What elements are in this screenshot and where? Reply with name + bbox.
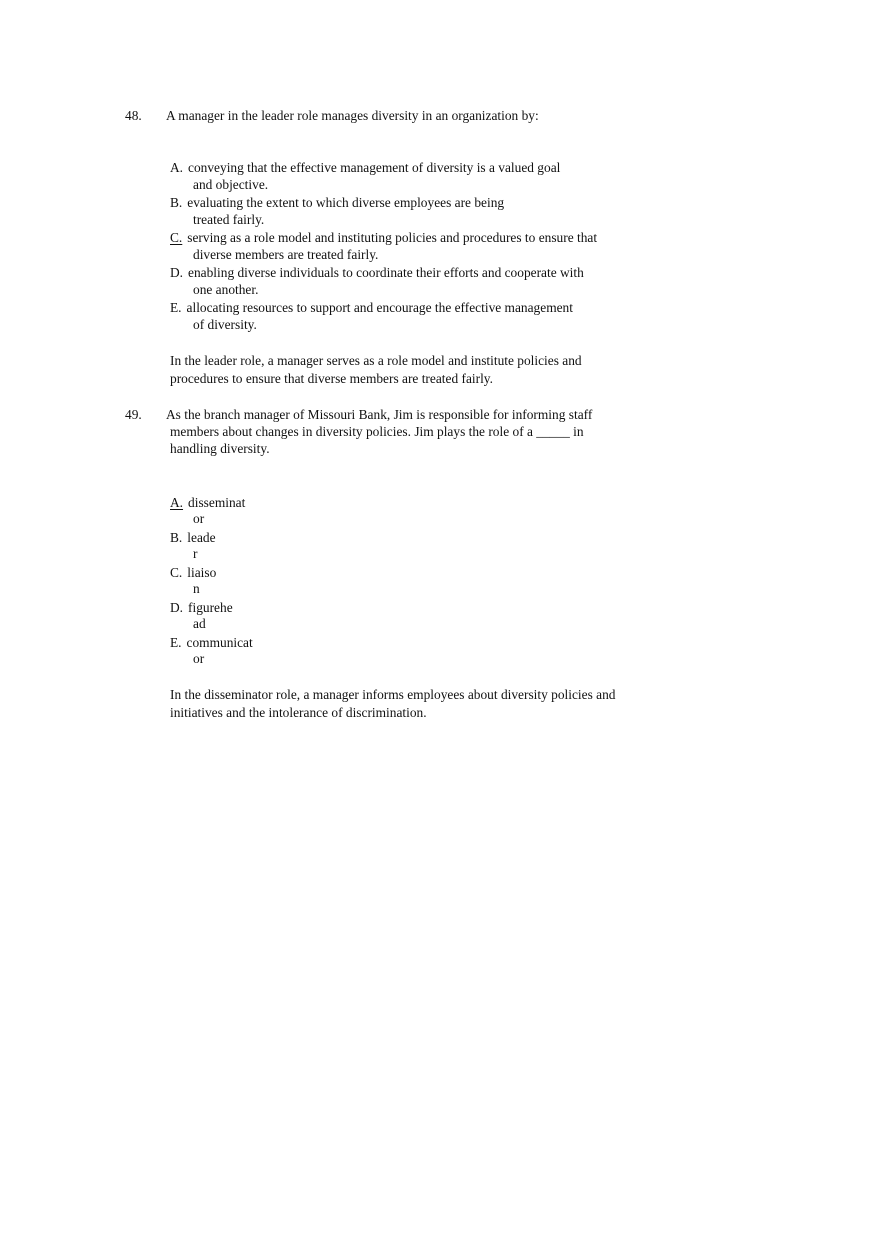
option-letter: D. — [170, 265, 184, 280]
option-text-continued: n — [193, 581, 200, 596]
option-c-correct — [170, 229, 597, 247]
option-text: enabling diverse individuals to coordinate their efforts and cooperate with — [188, 265, 584, 280]
option-b — [170, 194, 504, 212]
option-d — [170, 599, 233, 617]
option-text: figurehe — [188, 600, 233, 615]
option-text-continued: ad — [193, 616, 206, 631]
question-stem: A manager in the leader role manages diversity in an organization by: — [166, 108, 539, 123]
explanation-text: In the disseminator role, a manager informs employees about diversity policies and — [170, 687, 616, 702]
question-number: 49. — [125, 407, 142, 422]
option-b — [170, 529, 216, 547]
option-e — [170, 634, 253, 652]
option-text: liaiso — [187, 565, 217, 580]
option-text: evaluating the extent to which diverse employees are being — [187, 195, 505, 210]
option-text-continued: or — [193, 651, 205, 666]
option-text-continued: one another. — [193, 282, 259, 297]
explanation-text: initiatives and the intolerance of discrimination. — [170, 705, 427, 720]
correct-answer-letter: A. — [170, 495, 184, 510]
question-number: 48. — [125, 108, 142, 123]
option-letter: D. — [170, 600, 184, 615]
option-a — [170, 159, 560, 177]
option-text-continued: and objective. — [193, 177, 269, 192]
explanation-text: procedures to ensure that diverse members are treated fairly. — [170, 371, 493, 386]
option-text: serving as a role model and instituting policies and procedures to ensure that — [187, 230, 598, 245]
option-c — [170, 564, 216, 582]
option-text-continued: r — [193, 546, 198, 561]
option-text: communicat — [186, 635, 253, 650]
option-text-continued: treated fairly. — [193, 212, 265, 227]
option-text: allocating resources to support and encourage the effective management — [186, 300, 573, 315]
option-letter: E. — [170, 635, 182, 650]
option-letter: E. — [170, 300, 182, 315]
option-letter: B. — [170, 195, 183, 210]
option-text: leade — [187, 530, 216, 545]
question-stem-continued: handling diversity. — [170, 441, 270, 456]
option-text-continued: diverse members are treated fairly. — [193, 247, 379, 262]
option-a-correct — [170, 494, 245, 512]
option-d — [170, 264, 584, 282]
option-letter: A. — [170, 160, 184, 175]
option-text-continued: or — [193, 511, 205, 526]
option-letter: B. — [170, 530, 183, 545]
option-letter: C. — [170, 565, 183, 580]
correct-answer-letter: C. — [170, 230, 183, 245]
question-stem: As the branch manager of Missouri Bank, Jim is responsible for informing staff — [166, 407, 593, 422]
explanation-text: In the leader role, a manager serves as a role model and institute policies and — [170, 353, 582, 368]
question-stem-continued: members about changes in diversity policies. Jim plays the role of a _____ in — [170, 424, 584, 439]
option-text: disseminat — [188, 495, 246, 510]
option-text: conveying that the effective management of diversity is a valued goal — [188, 160, 561, 175]
option-e — [170, 299, 573, 317]
option-text-continued: of diversity. — [193, 317, 257, 332]
